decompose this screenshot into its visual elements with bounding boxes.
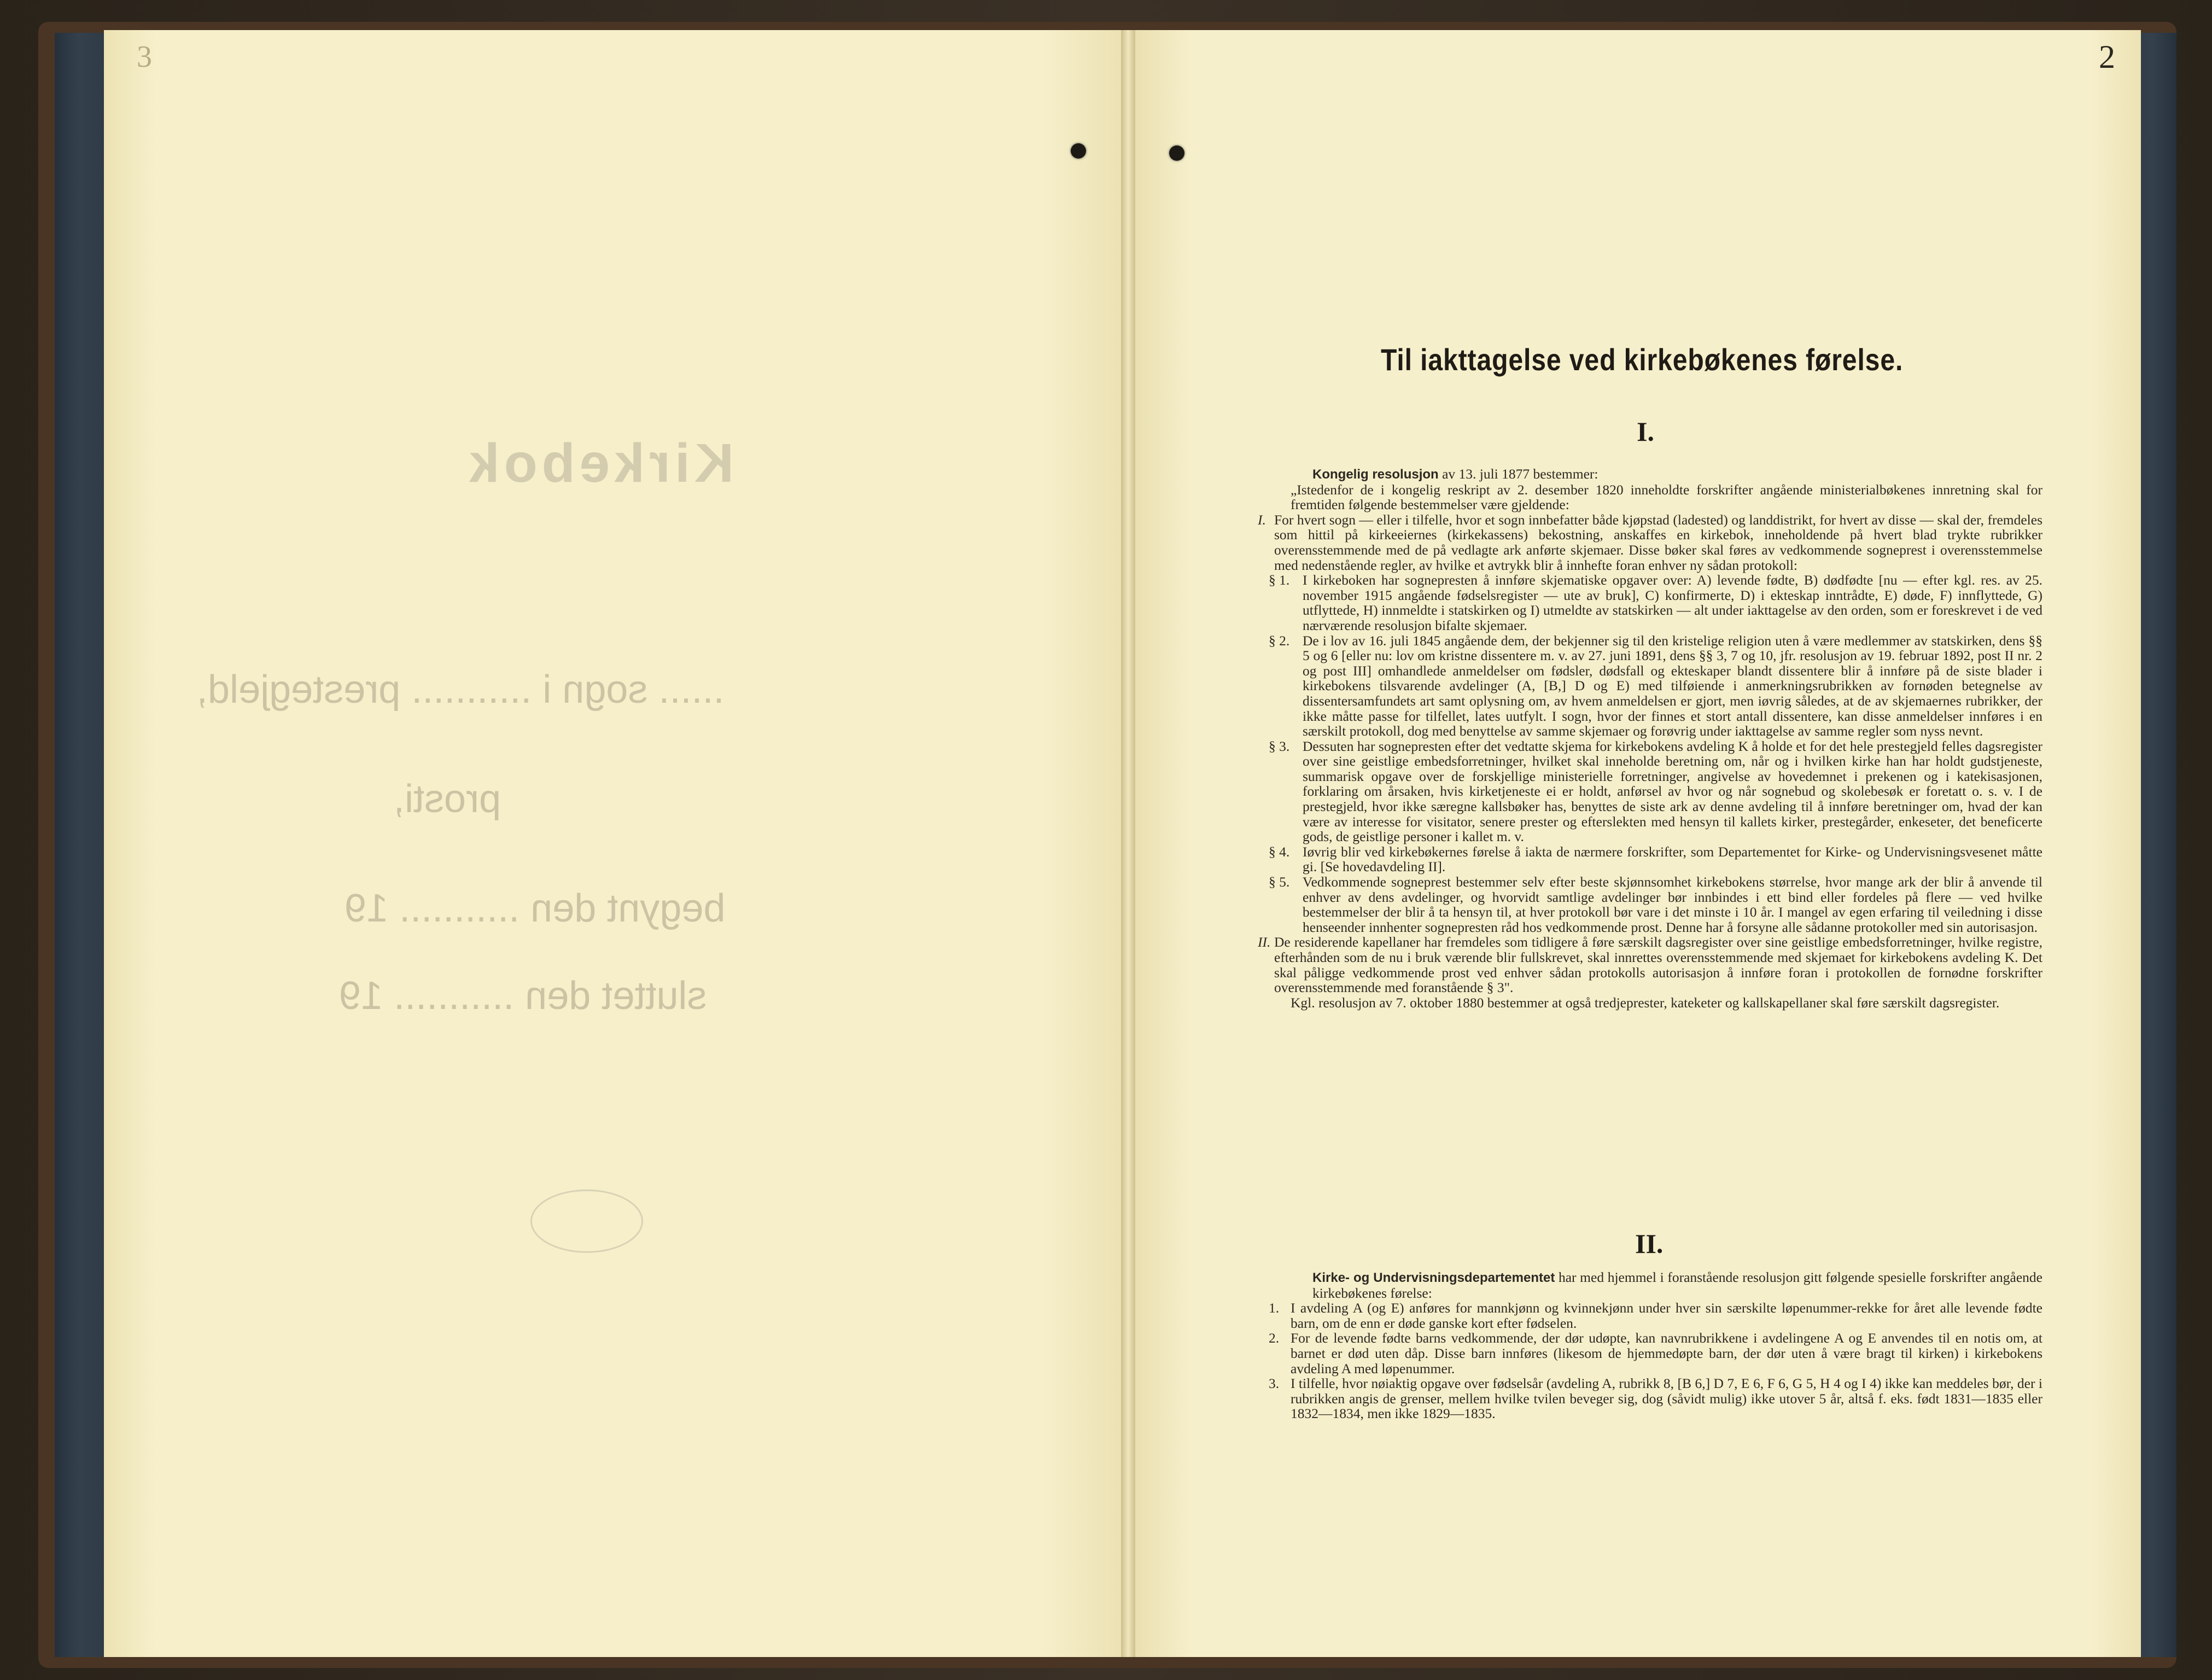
paragraph-4: [1258, 844, 2042, 874]
ghost-line-1: ...... sogn i ........... prestegjeld,: [197, 668, 725, 711]
ghost-line-3: begynt den ........... 19: [345, 886, 726, 930]
document-title: Til iakttagelse ved kirkebøkenes førelse.: [1381, 342, 1904, 377]
section-2-heading: II.: [1635, 1228, 1664, 1259]
section-2-intro-bold: Kirke- og Undervisningsdepartementet: [1312, 1270, 1555, 1285]
rule-1-num: 1.: [1269, 1300, 1280, 1316]
section-1-body: [1258, 466, 2042, 1010]
rule-2-text: For de levende fødte barns vedkommende, der dør udøpte, kan navnrubrikkene i avdelingene A og E anvendes til en notis om, at barnet er død uten dåp. Disse barn innføres (likesom de hjemmedøpte barn, der dør uten å være bragt til kirken) i kirkebokens avdeling A med løpenummer.: [1291, 1330, 2042, 1376]
section-1-heading: I.: [1637, 416, 1654, 447]
intro-rest: av 13. juli 1877 bestemmer:: [1438, 466, 1598, 482]
rule-2: [1258, 1331, 2042, 1376]
paragraph-4-text: Iøvrig blir ved kirkebøkernes førelse å iakta de nærmere forskrifter, som Departementet for Kirke- og Undervisningsvesenet måtte gi. [Se hovedavdeling II].: [1303, 843, 2042, 875]
left-page: [104, 30, 1124, 1657]
item-I-text: For hvert sogn — eller i tilfelle, hvor et sogn innbefatter både kjøpstad (ladested) og landdistrikt, for hvert av disse — skal der, fremdeles som hittil på kirkeeiernes (kirkekassens) bekostning, anskaffes en kirkebok, inneholdende på hvert blad trykte rubrikker overensstemmende med de på vedlagte ark anførte skjemaer. Disse bøker skal føres av vedkommende sogneprest i overensstemmelse med nedenstående regler, av hvilke et avtrykk blir å innhefte foran enhver ny sådan protokoll:: [1274, 511, 2042, 573]
item-II-text: De residerende kapellaner har fremdeles som tidligere å føre særskilt dagsregister over sine geistlige embedsforretninger, hvilke registre, efterhånden som de nu i bruk værende blir fullskrevet, skal innrettes overensstemmende med skjemaet for kirkebokens avdeling K. Det skal påligge vedkommende prost ved enhver sådan protokolls autorisasjon å innføre foran i protokollen de fornødne forskrifter overensstemmende med foranstående § 3".: [1274, 934, 2042, 996]
paragraph-2-text: De i lov av 16. juli 1845 angående dem, der bekjenner sig til den kristelige religion uten å være medlemmer av statskirken, dens §§ 5 og 6 [eller nu: lov om kristne dissentere m. v. av 27. juni 1891, dens §§ 3, 7 og 10, jfr. resolusjon av 19. februar 1892, post II nr. 2 og post III] omhandlede anmeldelser om fødsler, dødsfall og ekteskaper blandt dissentere blir å innføre på de siste blader i kirkebokens tilsvarende avdelinger (A, [B,] D og E) med tilføiende i anmerkningsrubrikken av fornøden betegnelse av dissentersamfundets art samt oplysning om, av hvem anmeldelsen er gjort, men iøvrig således, at de av skjemaernes rubrikker, der ikke måtte passe for tilfellet, lates uutfylt. I sogn, hvor der finnes et stort antall dissentere, kan disse anmeldelser innføres i en særskilt protokoll, dog med benyttelse av samme skjemaer og forøvrig under iakttagelse av samme regler som nyss nevnt.: [1303, 632, 2042, 739]
item-I-num: I.: [1258, 511, 1266, 528]
ghost-title: Kirkebok: [465, 433, 734, 494]
paragraph-5: [1258, 874, 2042, 935]
gutter: [1121, 30, 1135, 1657]
rule-1: [1258, 1300, 2042, 1331]
paragraph-2-num: § 2.: [1269, 632, 1290, 649]
punch-hole-left: [1071, 143, 1086, 159]
paragraph-1-num: § 1.: [1269, 572, 1290, 588]
paragraph-3: [1258, 739, 2042, 844]
punch-hole-right: [1169, 145, 1184, 161]
paragraph-4-num: § 4.: [1269, 843, 1290, 860]
corner-number: 3: [137, 40, 152, 74]
rule-3-num: 3.: [1269, 1375, 1280, 1392]
closing-note: Kgl. resolusjon av 7. oktober 1880 bestemmer at også tredjeprester, kateketer og kallskapellaner skal føre særskilt dagsregister.: [1291, 994, 2000, 1011]
ghost-line-4: sluttet den ........... 19: [339, 974, 707, 1018]
paragraph-2: [1258, 633, 2042, 739]
paragraph-1: [1258, 573, 2042, 633]
rule-3: [1258, 1376, 2042, 1421]
rule-1-text: I avdeling A (og E) anføres for mannkjønn og kvinnekjønn under hver sin særskilte løpenummer-rekke for året alle levende fødte barn, om de enn er døde ganske kort efter fødselen.: [1291, 1300, 2042, 1331]
rule-3-text: I tilfelle, hvor nøiaktig opgave over fødselsår (avdeling A, rubrikk 8, [B 6,] D 7, E 6, F 6, G 5, H 4 og I 4) ikke kan meddeles bør, der i rubrikken angis de grenser, mellem hvilke tvilen beveger sig, dog (såvidt mulig) ikke utover 5 år, altså f. eks. født 1831—1835 eller 1832—1834, men ikke 1829—1835.: [1291, 1375, 2042, 1422]
paragraph-3-text: Dessuten har sognepresten efter det vedtatte skjema for kirkebokens avdeling K å holde et for det hele prestegjeld felles dagsregister over sine geistlige embedsforretninger, hvilket skal inneholde beretning om, når og i hvilken kirke han har holdt gudstjeneste, summarisk opgave over de forskjellige ministerielle forretninger, angivelse av hovedemnet i prekenen og i katekisasjonen, forklaring om årsaken, hvis kirketjeneste ei er holdt, anførsel av hvor og når sognebud og skolebesøk er foretatt o. s. v. I de prestegjeld, hvor ikke særegne kallsbøker has, benyttes de siste ark av denne avdeling til å innføre beretninger om, hvad der kan være av interesse for visitator, senere prester og efterslekten med hensyn til kallets kirker, prestegårder, enkeseter, det beneficerte gods, de geistlige personer i kallet m. v.: [1303, 738, 2042, 845]
rule-2-num: 2.: [1269, 1330, 1280, 1346]
page-number: 2: [2099, 39, 2115, 75]
item-II: [1258, 935, 2042, 995]
paragraph-3-num: § 3.: [1269, 738, 1290, 754]
paragraph-5-text: Vedkommende sogneprest bestemmer selv efter beste skjønnsomhet kirkebokens størrelse, hvor mange ark der blir å anvende til enhver av dens avdelinger, og hvorvidt samtlige avdelinger bør innbindes i ett bind eller fordeles på flere — ved hvilke bestemmelser der blir å ta hensyn til, at hver protokoll bør vare i det minste i 10 år. I mangel av egen erfaring til veiledning i disse henseender innhenter sognepresten råd hos vedkommende prost. Denne har å forsyne alle sådanne protokoller med sin autorisasjon.: [1303, 874, 2042, 935]
intro-cont: „Istedenfor de i kongelig reskript av 2. desember 1820 inneholdte forskrifter angående ministerialbøkenes innretning skal for fremtiden følgende bestemmelser være gjeldende:: [1291, 481, 2042, 513]
intro-bold: Kongelig resolusjon: [1312, 467, 1439, 482]
ghost-line-2: prosti,: [394, 777, 501, 821]
section-2-body: [1258, 1270, 2042, 1421]
paragraph-1-text: I kirkeboken har sognepresten å innføre skjematiske opgaver over: A) levende fødte, B) dødfødte [nu — efter kgl. res. av 25. november 1915 angående fødselsregister — ute av bruk], C) konfirmerte, D) i ekteskap inntrådte, E) døde, F) innflyttede, G) utflyttede, H) innmeldte i statskirken og I) utmeldte av statskirken — alt under iakttagelse av den orden, som er foreskrevet i de ved nærværende resolusjon bifalte skjemaer.: [1303, 572, 2042, 633]
paragraph-5-num: § 5.: [1269, 874, 1290, 890]
item-II-num: II.: [1258, 934, 1271, 950]
section-2-intro-rest: har med hjemmel i foranstående resolusjon gitt følgende spesielle forskrifter angående kirkebøkenes førelse:: [1312, 1269, 2042, 1301]
ghost-emblem: [530, 1189, 643, 1253]
item-I: [1258, 512, 2042, 573]
